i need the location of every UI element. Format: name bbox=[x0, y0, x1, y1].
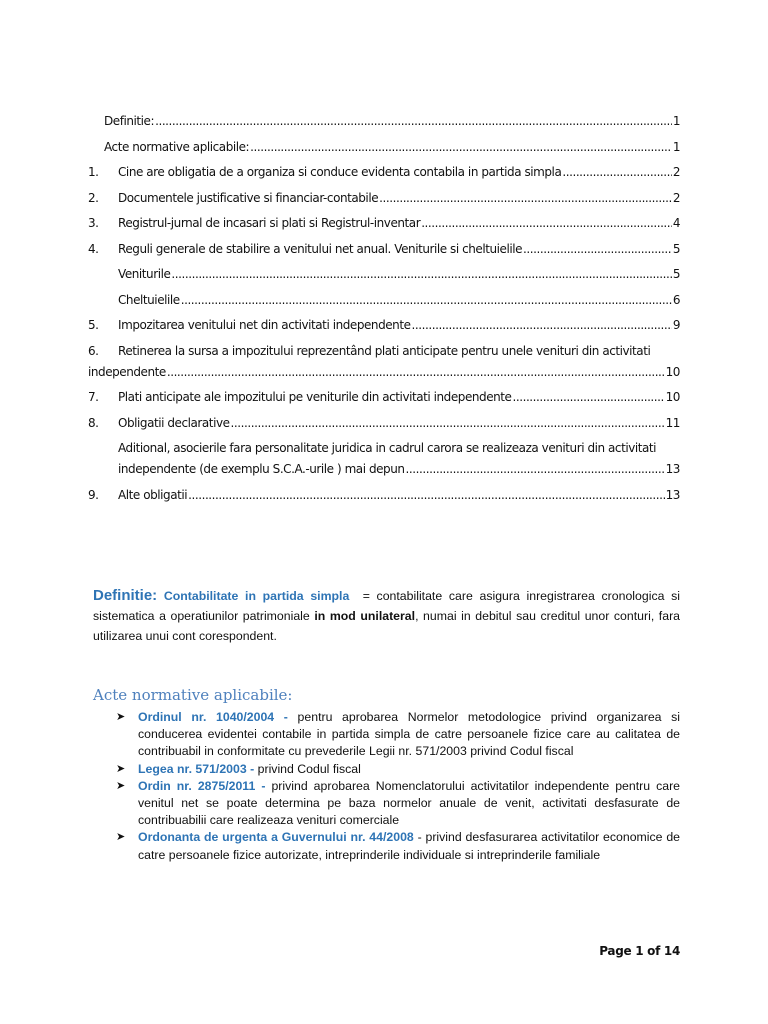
law-reference: Ordinul nr. 1040/2004 bbox=[138, 710, 275, 724]
toc-leader-dots bbox=[231, 416, 665, 430]
law-reference: Ordonanta de urgenta a Guvernului nr. 44/2008 bbox=[138, 830, 414, 845]
toc-entry-page: 10 bbox=[665, 390, 680, 404]
toc-entry-page: 1 bbox=[672, 114, 680, 128]
acte-list bbox=[116, 709, 680, 864]
toc-entry[interactable] bbox=[88, 318, 680, 335]
acte-item-text bbox=[138, 709, 680, 761]
definition-paragraph bbox=[93, 586, 680, 646]
toc-entry-label[interactable]: Reguli generale de stabilire a venitului net anual. Veniturile si cheltuielile bbox=[118, 241, 523, 256]
toc-leader-dots bbox=[412, 318, 672, 332]
toc-entry[interactable] bbox=[88, 114, 680, 131]
table-of-contents bbox=[88, 114, 680, 513]
toc-entry[interactable] bbox=[88, 488, 680, 505]
toc-entry-number: 2. bbox=[88, 190, 99, 205]
toc-leader-dots bbox=[188, 488, 665, 502]
toc-entry[interactable] bbox=[88, 216, 680, 233]
toc-leader-dots bbox=[181, 293, 672, 307]
toc-entry-number: 5. bbox=[88, 318, 99, 332]
law-description: privind aprobarea Nomenclatorului activitatilor independente pentru care venitul net se poate determina pe baza normelor anuale de venit, activitati desfasurate de contribuabilii care realizeaza venituri comerciale bbox=[138, 778, 681, 828]
arrow-bullet-icon: ➤ bbox=[116, 779, 126, 792]
toc-leader-dots bbox=[512, 390, 664, 404]
toc-entry-page: 10 bbox=[665, 364, 680, 379]
toc-entry-label[interactable]: Acte normative aplicabile: bbox=[104, 139, 250, 154]
arrow-bullet-icon: ➤ bbox=[116, 831, 126, 844]
definition-emphasis: in mod unilateral bbox=[314, 609, 416, 623]
toc-entry[interactable] bbox=[88, 140, 680, 157]
toc-leader-dots bbox=[562, 165, 671, 179]
law-separator: - bbox=[261, 778, 266, 793]
acte-item-text bbox=[138, 829, 680, 863]
toc-entry-label[interactable]: Cine are obligatia de a organiza si conduce evidenta contabila in partida simpla bbox=[118, 165, 562, 179]
toc-entry-number: 8. bbox=[88, 415, 99, 430]
toc-entry-page: 9 bbox=[672, 318, 680, 332]
toc-entry-page: 2 bbox=[672, 190, 680, 205]
toc-entry[interactable] bbox=[88, 165, 680, 182]
toc-entry-page: 5 bbox=[672, 267, 680, 281]
acte-list-item bbox=[116, 829, 680, 863]
toc-entry-page: 6 bbox=[672, 292, 680, 307]
toc-leader-dots bbox=[167, 365, 665, 379]
toc-entry[interactable] bbox=[88, 441, 680, 462]
toc-entry-label[interactable]: Retinerea la sursa a impozitului reprezentând plati anticipate pentru unele venituri din activitati bbox=[118, 343, 651, 358]
toc-entry-page: 13 bbox=[665, 487, 680, 502]
toc-entry-page: 5 bbox=[672, 241, 680, 256]
law-description: pentru aprobarea Normelor metodologice privind organizarea si conducerea evidentei contabile in partida simpla de catre persoanele fizice care au calitatea de contribuabil in conformitate cu prevederile Legii nr. 571/2003 privind Codul fiscal bbox=[138, 710, 681, 759]
acte-heading: Acte normative aplicabile: bbox=[93, 686, 293, 704]
toc-entry[interactable] bbox=[88, 293, 680, 310]
toc-entry-label-cont[interactable]: independente (de exemplu S.C.A.-urile ) mai depun bbox=[118, 462, 405, 476]
toc-entry[interactable] bbox=[88, 242, 680, 259]
law-reference: Legea nr. 571/2003 - bbox=[138, 761, 255, 776]
definition-text-before: = contabilitate care asigura inregistrarea cronologica si sistematica a operatiunilor patrimoniale bbox=[93, 589, 680, 623]
toc-entry-number: 1. bbox=[88, 165, 99, 179]
toc-entry-page: 2 bbox=[672, 165, 680, 179]
acte-list-item bbox=[116, 778, 680, 830]
definition-text-after: , numai in debitul sau creditul unor conturi, fara utilizarea unui cont corespondent. bbox=[93, 609, 680, 643]
toc-entry[interactable] bbox=[88, 267, 680, 284]
toc-entry[interactable] bbox=[88, 191, 680, 208]
acte-list-item bbox=[116, 761, 680, 778]
toc-leader-dots bbox=[523, 242, 672, 256]
toc-entry-continuation[interactable] bbox=[88, 462, 680, 479]
toc-entry-label[interactable]: Registrul-jurnal de incasari si plati si Registrul-inventar bbox=[118, 216, 421, 230]
toc-entry-label[interactable]: Definitie: bbox=[104, 114, 155, 128]
definition-heading: Definitie: bbox=[93, 587, 158, 604]
law-separator: - bbox=[283, 710, 288, 724]
page-number: Page 1 of 14 bbox=[599, 944, 680, 958]
toc-entry-label[interactable]: Cheltuielile bbox=[118, 292, 180, 307]
toc-entry-label[interactable]: Aditional, asocierile fara personalitate juridica in cadrul carora se realizeaza venituri din activitati bbox=[118, 441, 657, 455]
toc-entry[interactable] bbox=[88, 416, 680, 433]
toc-entry-continuation[interactable] bbox=[88, 365, 680, 382]
toc-entry-number: 7. bbox=[88, 390, 99, 404]
toc-entry-label[interactable]: Impozitarea venitului net din activitati independente bbox=[118, 318, 411, 332]
toc-entry-page: 4 bbox=[672, 216, 680, 230]
toc-entry-page: 11 bbox=[665, 415, 680, 430]
definition-term: Contabilitate in partida simpla bbox=[163, 589, 350, 603]
toc-entry-label-cont[interactable]: independente bbox=[88, 364, 166, 379]
toc-entry-label[interactable]: Obligatii declarative bbox=[118, 415, 230, 430]
toc-leader-dots bbox=[421, 216, 672, 230]
toc-entry-number: 3. bbox=[88, 216, 99, 230]
toc-entry-page: 1 bbox=[672, 139, 680, 154]
toc-leader-dots bbox=[250, 140, 672, 154]
toc-leader-dots bbox=[171, 267, 671, 281]
toc-entry-label[interactable]: Plati anticipate ale impozitului pe veniturile din activitati independente bbox=[118, 390, 512, 404]
toc-leader-dots bbox=[406, 462, 665, 476]
toc-leader-dots bbox=[155, 114, 672, 128]
toc-entry-number: 6. bbox=[88, 343, 99, 358]
law-reference: Ordin nr. 2875/2011 bbox=[138, 778, 256, 793]
acte-list-item bbox=[116, 709, 680, 761]
toc-leader-dots bbox=[379, 191, 672, 205]
arrow-bullet-icon: ➤ bbox=[116, 762, 126, 775]
law-description: privind Codul fiscal bbox=[257, 761, 361, 776]
toc-entry-page: 13 bbox=[665, 462, 680, 476]
toc-entry-label[interactable]: Alte obligatii bbox=[118, 487, 188, 502]
toc-entry-label[interactable]: Documentele justificative si financiar-contabile bbox=[118, 190, 379, 205]
acte-item-text bbox=[138, 761, 680, 778]
acte-item-text bbox=[138, 778, 680, 830]
toc-entry-number: 9. bbox=[88, 487, 99, 502]
toc-entry[interactable] bbox=[88, 390, 680, 407]
law-description: - privind desfasurarea activitatilor economice de catre persoanele fizice autorizate, intreprinderile individuale si intreprinderile familiale bbox=[138, 830, 680, 862]
arrow-bullet-icon: ➤ bbox=[116, 711, 126, 723]
toc-entry[interactable] bbox=[88, 344, 680, 365]
toc-entry-label[interactable]: Veniturile bbox=[118, 267, 171, 281]
toc-entry-number: 4. bbox=[88, 241, 99, 256]
